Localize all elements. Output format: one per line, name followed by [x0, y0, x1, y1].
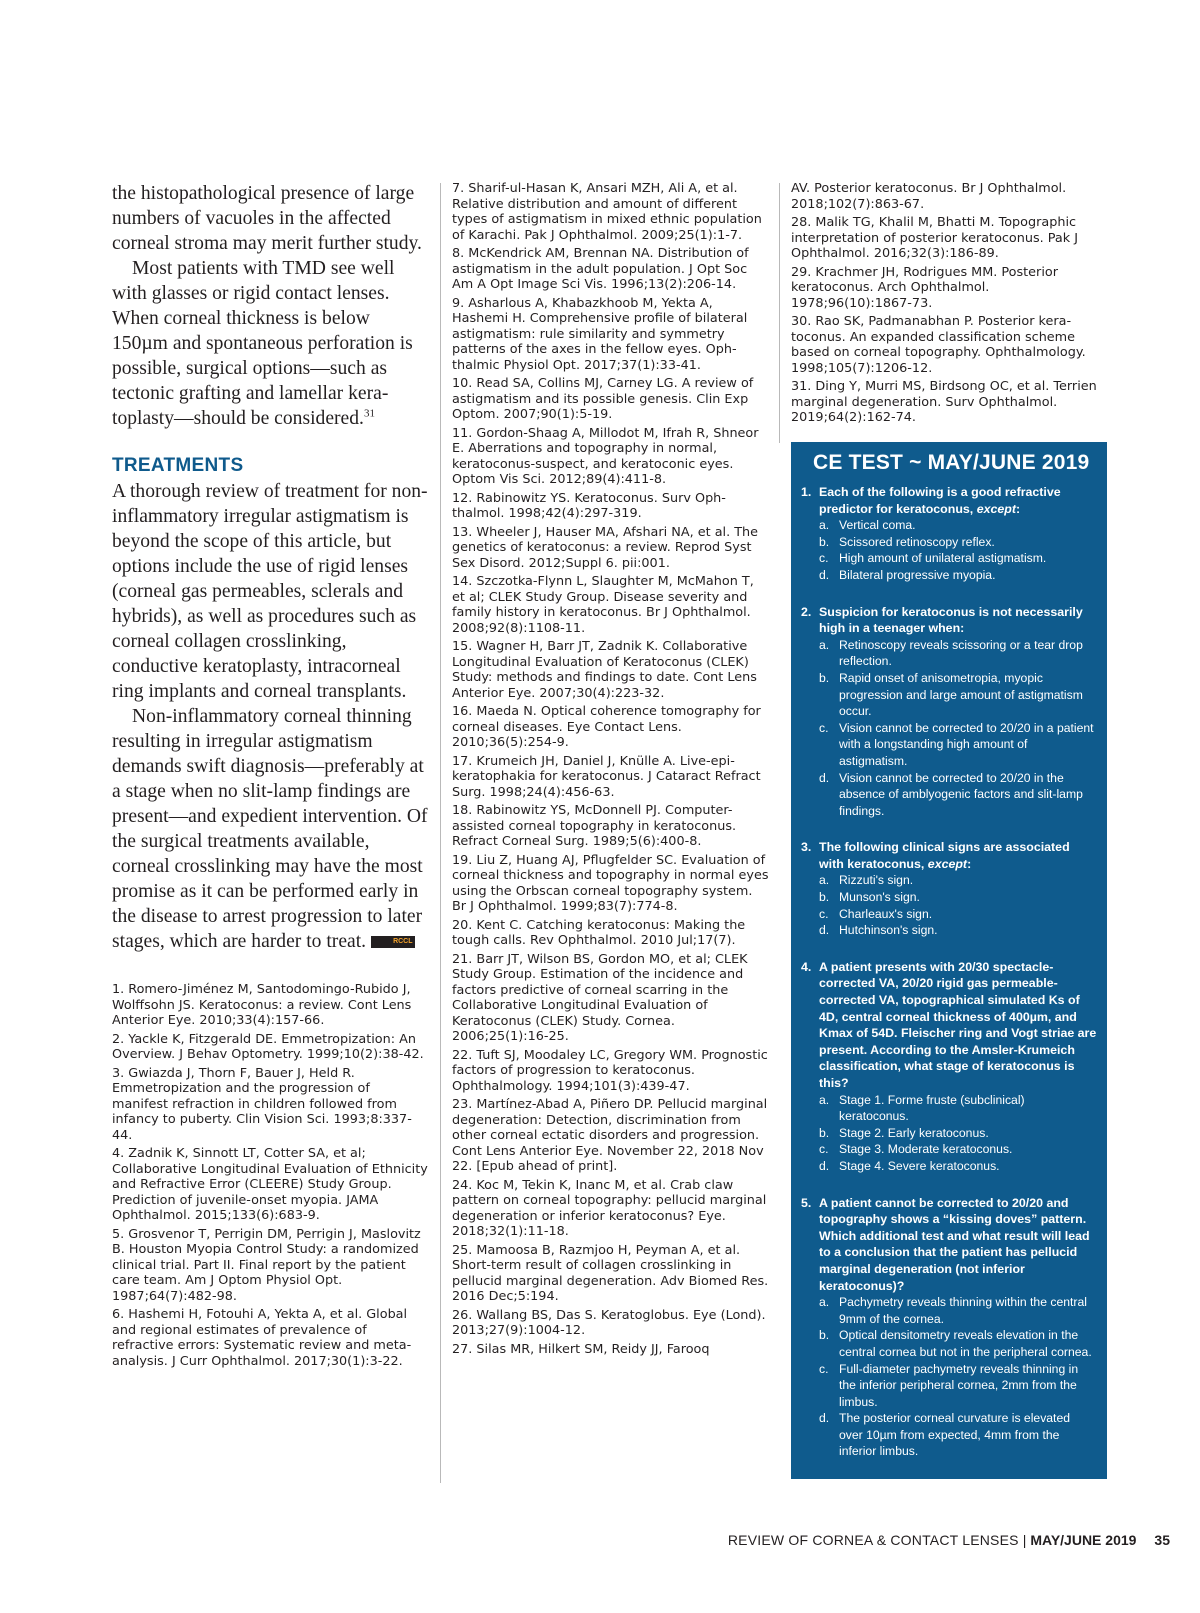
page-footer	[728, 1532, 1170, 1548]
option-letter: b.	[819, 534, 830, 549]
option-text: Full-diameter pachymetry reveals thinning in the inferior peripheral cornea, 2mm from the limbus.	[839, 1361, 1079, 1409]
question-number: 2.	[801, 604, 812, 619]
question-stem	[801, 839, 1097, 872]
reference-item: 29. Krachmer JH, Rodrigues MM. Posterior keratoconus. Arch Ophthalmol. 1978;96(10):1867-73.	[791, 264, 1058, 311]
answer-options	[801, 1092, 1097, 1175]
option-text: Rapid onset of anisometropia, myopic progression and large amount of astigmatism occur.	[839, 670, 1083, 719]
question-stem	[801, 484, 1097, 517]
reference-item: 20. Kent C. Catching keratoconus: Making the tough calls. Rev Ophthalmol. 2010 Jul;17(7).	[452, 917, 746, 948]
answer-option	[819, 906, 1097, 923]
reference-item: 28. Malik TG, Khalil M, Bhatti M. Topographic interpretation of posterior keratoconus. Pak J Ophthalmol. 2016;32(3):186-89.	[791, 215, 1079, 261]
option-letter: a.	[819, 518, 830, 533]
question-stem	[801, 959, 1097, 1092]
option-text: Retinoscopy reveals scissoring or a tear drop reflection.	[839, 637, 1083, 669]
option-letter: a.	[819, 1295, 830, 1310]
reference-item: 13. Wheeler J, Hauser MA, Afshari NA, et al. The genetics of keratoconus: a review. Reprod Syst Sex Disord. 2012;Suppl 6. pii:001.	[452, 524, 759, 571]
ce-test-title: CE TEST ~ MAY/JUNE 2019	[813, 451, 1090, 474]
answer-option	[819, 1125, 1097, 1142]
reference-item: 23. Martínez-Abad A, Piñero DP. Pellucid marginal degeneration: Detection, discrimination from other corneal ectatic disorders and progression. Cont Lens Anterior Eye. November 22, 2018 Nov 22. [Epub ahead of print].	[452, 1097, 768, 1174]
ce-question	[801, 1195, 1097, 1461]
option-letter: b.	[819, 670, 830, 685]
question-text-main: A patient presents with 20/30 spectacle-corrected VA, 20/20 rigid gas permeable-corrected VA, topographical simulated Ks of 4D, central corneal thickness of 400µm, and Kmax of 54D. Fleischer ring and Vogt striae are present. According to the Amsler-Krumeich classification, what stage of keratoconus is this?	[819, 959, 1097, 1090]
answer-option	[819, 922, 1097, 939]
reference-item: 15. Wagner H, Barr JT, Zadnik K. Collaborative Longitudinal Evaluation of Keratoconus (CLEK) Study: methods and findings to date. Cont Lens Anterior Eye. 2007;30(4):223-32.	[452, 639, 757, 701]
reference-item: 7. Sharif-ul-Hasan K, Ansari MZH, Ali A, et al. Relative distribution and amount of different types of astigmatism in mixed ethnic population of Karachi. Pak J Ophthalmol. 2009;25(1):1-7.	[452, 181, 762, 243]
ce-question-list	[801, 484, 1097, 1460]
question-text-main: Suspicion for keratoconus is not necessarily high in a teenager when:	[819, 604, 1083, 636]
reference-item: 8. McKendrick AM, Brennan NA. Distribution of astigmatism in the adult population. J Opt Soc Am A Opt Image Sci Vis. 1996;13(2):206-14.	[452, 246, 749, 292]
reference-item: 16. Maeda N. Optical coherence tomography for corneal diseases. Eye Contact Lens. 2010;36(5):254-9.	[452, 704, 761, 750]
option-text: Vision cannot be corrected to 20/20 in the absence of amblyogenic factors and slit-lamp findings.	[839, 770, 1083, 818]
option-text: High amount of unilateral astigmatism.	[839, 551, 1047, 566]
question-text	[819, 604, 1097, 637]
reference-item: 19. Liu Z, Huang AJ, Pflugfelder SC. Evaluation of corneal thickness and topography in normal eyes using the Orbscan corneal topography system. Br J Ophthalmol. 1999;83(7):774-8.	[452, 852, 769, 914]
question-text	[819, 839, 1097, 872]
answer-options	[801, 637, 1097, 820]
option-letter: a.	[819, 873, 830, 888]
reference-item: 10. Read SA, Collins MJ, Carney LG. A review of astigmatism and its possible genesis. Clin Exp Optom. 2007;90(1):5-19.	[452, 376, 754, 422]
answer-options	[801, 517, 1097, 583]
question-text	[819, 1195, 1097, 1295]
ce-question	[801, 839, 1097, 939]
option-text: Rizzuti's sign.	[839, 873, 914, 888]
question-emphasis: except	[976, 501, 1016, 516]
option-text: Scissored retinoscopy reflex.	[839, 534, 995, 549]
body-paragraph-text: Most patients with TMD see well with glasses or rigid contact lenses. When corneal thickness is below 150µm and spontaneous perforation is possible, surgical options—such as tectonic grafting and lamellar keratoplasty—should be considered.	[112, 258, 413, 429]
option-text: Vertical coma.	[839, 518, 916, 533]
option-letter: d.	[819, 1158, 830, 1173]
reference-item: 22. Tuft SJ, Moodaley LC, Gregory WM. Prognostic factors of progression to keratoconus. Ophthalmology. 1994;101(3):439-47.	[452, 1047, 768, 1094]
option-letter: b.	[819, 890, 830, 905]
option-text: Pachymetry reveals thinning within the central 9mm of the cornea.	[839, 1295, 1087, 1326]
end-of-article-mark: RCCL	[371, 936, 414, 948]
answer-option	[819, 1092, 1097, 1125]
reference-item: 4. Zadnik K, Sinnott LT, Cotter SA, et al; Collaborative Longitudinal Evaluation of Ethnicity and Refractive Error (CLEERE) Study Group. Prediction of juvenile-onset myopia. JAMA Ophthalmol. 2015;133(6):683-9.	[112, 1146, 428, 1223]
question-suffix: :	[1015, 501, 1021, 516]
answer-options	[801, 1294, 1097, 1460]
reference-item: 11. Gordon-Shaag A, Millodot M, Ifrah R, Shneor E. Aberrations and topography in normal, keratoconus-suspect, and keratoconic eyes. Optom Vis Sci. 2012;89(4):411-8.	[452, 425, 759, 487]
question-number: 3.	[801, 840, 812, 855]
answer-option	[819, 889, 1097, 906]
reference-item: 27. Silas MR, Hilkert SM, Reidy JJ, Farooq	[452, 1341, 710, 1357]
journal-name: REVIEW OF CORNEA & CONTACT LENSES	[727, 1532, 1019, 1548]
option-text: Stage 2. Early keratoconus.	[839, 1125, 989, 1140]
answer-option	[819, 567, 1097, 584]
column-divider	[440, 183, 441, 1483]
ce-test-box	[791, 442, 1107, 1479]
reference-item: 24. Koc M, Tekin K, Inanc M, et al. Crab claw pattern on corneal topography: pellucid marginal degeneration or inferior keratoconus? Eye. 2018;32(1):11-18.	[452, 1177, 767, 1239]
question-text	[819, 484, 1097, 517]
question-emphasis: except	[927, 856, 968, 871]
option-letter: c.	[819, 1361, 829, 1376]
answer-options	[801, 872, 1097, 938]
answer-option	[819, 517, 1097, 534]
reference-item: 25. Mamoosa B, Razmjoo H, Peyman A, et al. Short-term result of collagen crosslinking in pellucid marginal degeneration. Adv Biomed Res. 2016 Dec;5:194.	[452, 1242, 769, 1304]
answer-option	[819, 1294, 1097, 1327]
body-paragraph	[112, 256, 428, 431]
answer-option	[819, 720, 1097, 770]
option-text: Munson's sign.	[839, 890, 920, 905]
question-suffix: :	[967, 856, 972, 871]
reference-item: 9. Asharlous A, Khabazkhoob M, Yekta A, Hashemi H. Comprehensive profile of bilateral astigmatism: rule similarity and symmetry patterns of the axes in the fellow eyes. Ophthalmic Physiol Opt. 2017;37(1):33-41.	[452, 295, 748, 373]
question-text	[819, 959, 1097, 1092]
reference-list	[791, 181, 1107, 426]
answer-option	[819, 550, 1097, 567]
reference-item: 18. Rabinowitz YS, McDonnell PJ. Computer-assisted corneal topography in keratoconus. Refract Corneal Surg. 1989;5(6):400-8.	[452, 803, 737, 849]
question-stem	[801, 1195, 1097, 1295]
column-divider	[779, 183, 780, 443]
option-letter: c.	[819, 1142, 829, 1157]
issue-date: MAY/JUNE 2019	[1030, 1532, 1137, 1548]
answer-option	[819, 1158, 1097, 1175]
citation-superscript: 31	[363, 407, 375, 420]
answer-option	[819, 1327, 1097, 1360]
ce-question	[801, 484, 1097, 584]
option-letter: b.	[819, 1328, 830, 1343]
footer-separator: |	[1022, 1532, 1027, 1548]
reference-item: 5. Grosvenor T, Perrigin DM, Perrigin J, Maslovitz B. Houston Myopia Control Study: a randomized clinical trial. Part II. Final report by the patient care team. Am J Optom Physiol Opt. 1987;64(7):482-98.	[112, 1226, 421, 1304]
question-text-main: The following clinical signs are associated with keratoconus,	[819, 840, 1070, 871]
reference-item: 14. Szczotka-Flynn L, Slaughter M, McMahon T, et al; CLEK Study Group. Disease severity and family history in keratoconus. Br J Ophthalmol. 2008;92(8):1108-11.	[452, 574, 754, 636]
reference-item: 6. Hashemi H, Fotouhi A, Yekta A, et al. Global and regional estimates of prevalence of refractive errors: Systematic review and meta-analysis. J Curr Ophthalmol. 2017;30(1):3-22.	[112, 1307, 412, 1369]
option-text: Stage 1. Forme fruste (subclinical) keratoconus.	[839, 1092, 1025, 1124]
ce-question	[801, 604, 1097, 820]
answer-option	[819, 637, 1097, 670]
option-text: Bilateral progressive myopia.	[839, 567, 996, 582]
option-letter: d.	[819, 567, 830, 582]
section-heading: TREATMENTS	[112, 455, 244, 476]
body-paragraph	[112, 704, 428, 954]
reference-list	[452, 181, 770, 1357]
option-text: Stage 4. Severe keratoconus.	[839, 1158, 1000, 1173]
reference-list	[112, 982, 428, 1369]
answer-option	[819, 1141, 1097, 1158]
question-text-main: A patient cannot be corrected to 20/20 and topography shows a “kissing doves” pattern. Which additional test and what result will lead to a conclusion that the patient has pellucid marginal degeneration (not inferior keratoconus)?	[819, 1195, 1090, 1293]
question-number: 1.	[801, 485, 812, 499]
reference-item: 21. Barr JT, Wilson BS, Gordon MO, et al; CLEK Study Group. Estimation of the incidence and factors predictive of corneal scarring in the Collaborative Longitudinal Evaluation of Keratoconus (CLEK) Study. Cornea. 2006;25(1):16-25.	[452, 951, 748, 1044]
reference-item: 17. Krumeich JH, Daniel J, Knülle A. Live-epikeratophakia for keratoconus. J Cataract Refract Surg. 1998;24(4):456-63.	[452, 753, 761, 800]
answer-option	[819, 770, 1097, 820]
option-letter: c.	[819, 906, 829, 921]
body-paragraph: the histopathological presence of large numbers of vacuoles in the affected corneal stroma may merit further study.	[112, 183, 422, 254]
article-column-1	[112, 181, 428, 1372]
reference-item: 30. Rao SK, Padmanabhan P. Posterior keratoconus. An expanded classification scheme based on corneal topography. Ophthalmology. 1998;105(7):1206-12.	[791, 314, 1086, 376]
option-text: Hutchinson's sign.	[839, 923, 938, 938]
question-text-main: Each of the following is a good refractive predictor for keratoconus,	[819, 485, 1061, 516]
option-letter: c.	[819, 551, 829, 566]
option-text: Stage 3. Moderate keratoconus.	[839, 1142, 1013, 1157]
answer-option	[819, 1410, 1097, 1460]
option-letter: a.	[819, 637, 830, 652]
reference-item: 12. Rabinowitz YS. Keratoconus. Surv Ophthalmol. 1998;42(4):297-319.	[452, 490, 726, 521]
body-paragraph: A thorough review of treatment for non-inflammatory irregular astigmatism is beyond the scope of this article, but options include the use of rigid lenses (corneal gas permeables, sclerals and hybrids), as well as procedures such as corneal collagen crosslinking, conductive keratoplasty, intracorneal ring implants and corneal transplants.	[112, 481, 428, 702]
option-text: Vision cannot be corrected to 20/20 in a patient with a longstanding high amount of astigmatism.	[839, 720, 1094, 768]
question-number: 4.	[801, 959, 812, 974]
reference-item: 31. Ding Y, Murri MS, Birdsong OC, et al. Terrien marginal degeneration. Surv Ophthalmol. 2019;64(2):162-74.	[791, 379, 1097, 425]
option-text: Charleaux's sign.	[839, 906, 933, 921]
answer-option	[819, 1361, 1097, 1411]
article-column-2	[452, 181, 770, 1360]
body-paragraph-text: Non-inflammatory corneal thinning resulting in irregular astigmatism demands swift diagnosis—preferably at a stage when no slit-lamp findings are present—and expedient intervention. Of the surgical treatments available, corneal crosslinking may have the most promise as it can be performed early in the disease to arrest progression to later stages, which are harder to treat.	[112, 706, 428, 952]
answer-option	[819, 872, 1097, 889]
option-letter: c.	[819, 720, 829, 735]
question-stem	[801, 604, 1097, 637]
option-letter: d.	[819, 770, 830, 785]
reference-item: 1. Romero-Jiménez M, Santodomingo-Rubido J, Wolffsohn JS. Keratoconus: a review. Cont Lens Anterior Eye. 2010;33(4):157-66.	[112, 982, 412, 1028]
reference-item: AV. Posterior keratoconus. Br J Ophthalmol. 2018;102(7):863-67.	[791, 181, 1067, 212]
option-letter: d.	[819, 1411, 830, 1426]
option-text: The posterior corneal curvature is elevated over 10µm from expected, 4mm from the inferior limbus.	[839, 1411, 1071, 1459]
question-number: 5.	[801, 1195, 812, 1210]
answer-option	[819, 534, 1097, 551]
reference-item: 2. Yackle K, Fitzgerald DE. Emmetropization: An Overview. J Behav Optometry. 1999;10(2):38-42.	[112, 1031, 424, 1062]
answer-option	[819, 670, 1097, 720]
option-letter: a.	[819, 1092, 830, 1107]
option-letter: d.	[819, 923, 830, 938]
page-number: 35	[1154, 1532, 1170, 1548]
article-column-3	[791, 181, 1107, 429]
option-text: Optical densitometry reveals elevation in the central cornea but not in the peripheral cornea.	[839, 1328, 1092, 1359]
ce-question	[801, 959, 1097, 1175]
option-letter: b.	[819, 1125, 830, 1140]
reference-item: 26. Wallang BS, Das S. Keratoglobus. Eye (Lond). 2013;27(9):1004-12.	[452, 1307, 766, 1338]
reference-item: 3. Gwiazda J, Thorn F, Bauer J, Held R. Emmetropization and the progression of manifest refraction in children followed from infancy to puberty. Clin Vision Sci. 1993;8:337-44.	[112, 1065, 412, 1143]
